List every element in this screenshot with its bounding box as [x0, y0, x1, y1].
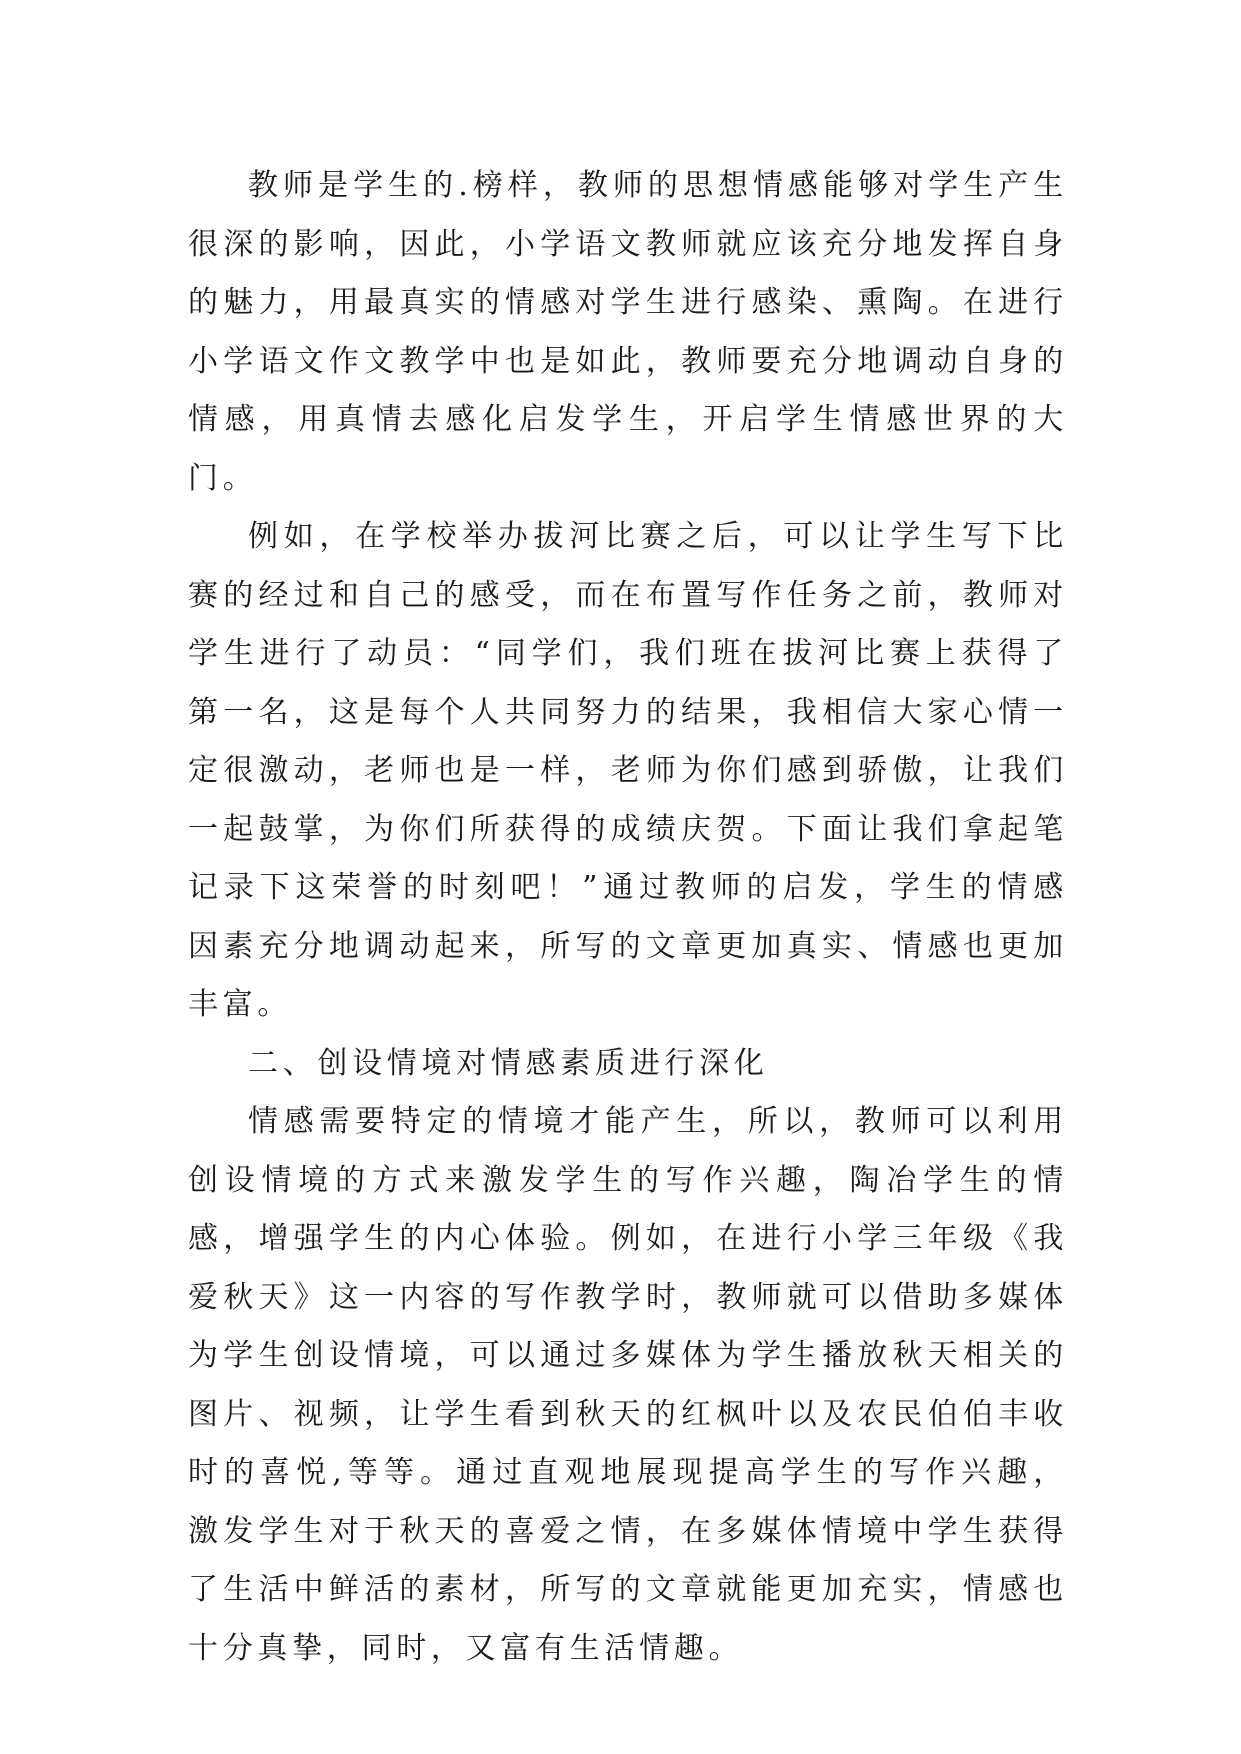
- paragraph-tug-of-war-example: 例如，在学校举办拔河比赛之后，可以让学生写下比赛的经过和自己的感受，而在布置写作任务之前，教师对学生进行了动员：“同学们，我们班在拔河比赛上获得了第一名，这是每个人共同努力的结果，我相信大家心情一定很激动，老师也是一样，老师为你们感到骄傲，让我们一起鼓掌，为你们所获得的成绩庆贺。下面让我们拿起笔记录下这荣誉的时刻吧！”通过教师的启发，学生的情感因素充分地调动起来，所写的文章更加真实、情感也更加丰富。: [188, 519, 1068, 1022]
- paragraph-teacher-role-model: 教师是学生的.榜样，教师的思想情感能够对学生产生很深的影响，因此，小学语文教师就应该充分地发挥自身的魅力，用最真实的情感对学生进行感染、熏陶。在进行小学语文作文教学中也是如此，教师要充分地调动自身的情感，用真情去感化启发学生，开启学生情感世界的大门。: [188, 168, 1068, 496]
- paragraph-situation-creation: 情感需要特定的情境才能产生，所以，教师可以利用创设情境的方式来激发学生的写作兴趣，陶冶学生的情感，增强学生的内心体验。例如，在进行小学三年级《我爱秋天》这一内容的写作教学时，教师就可以借助多媒体为学生创设情境，可以通过多媒体为学生播放秋天相关的图片、视频，让学生看到秋天的红枫叶以及农民伯伯丰收时的喜悦,等等。通过直观地展现提高学生的写作兴趣，激发学生对于秋天的喜爱之情，在多媒体情境中学生获得了生活中鲜活的素材，所写的文章就能更加充实，情感也十分真挚，同时，又富有生活情趣。: [188, 1104, 1068, 1666]
- document-body: [188, 157, 1068, 1678]
- section-heading-create-situations: 二、创设情境对情感素质进行深化: [248, 1045, 769, 1081]
